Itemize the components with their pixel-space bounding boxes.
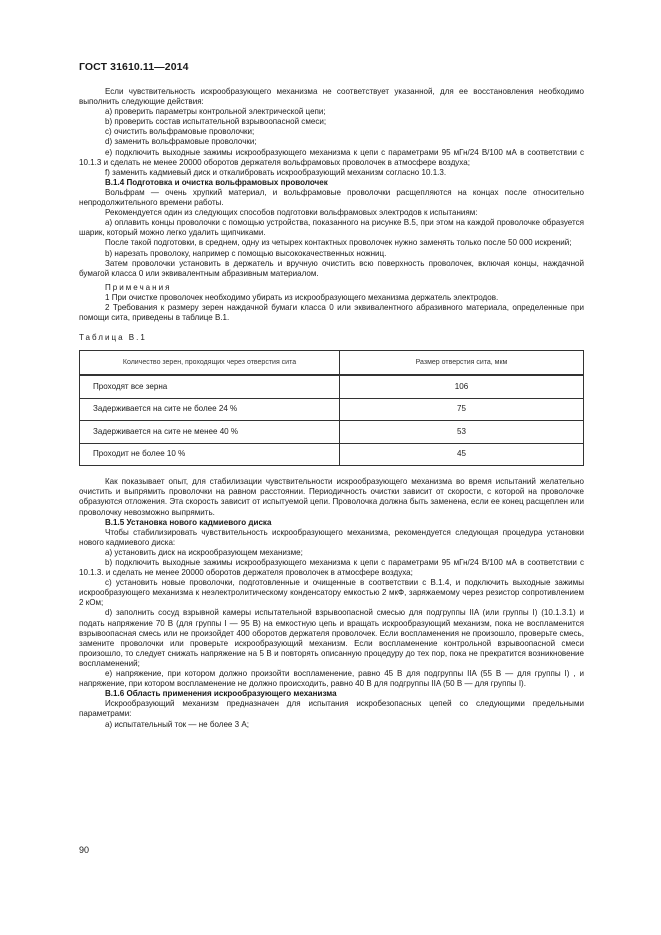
paragraph: Искрообразующий механизм предназначен для испытания искробезопасных цепей со следующими предельными параметрами:	[79, 699, 584, 719]
table-row	[80, 443, 584, 466]
sieve-table	[79, 350, 584, 466]
paragraph: Если чувствительность искрообразующего механизма не соответствует указанной, для ее восстановления необходимо выполнить следующие действия:	[79, 87, 584, 107]
list-item: a) оплавить концы проволочки с помощью устройства, показанного на рисунке В.5, при этом на каждой проволочке образуется шарик, который можно легко удалить щипчиками.	[79, 218, 584, 238]
standard-header: ГОСТ 31610.11—2014	[79, 61, 189, 73]
table-header-grain-count: Количество зерен, проходящих через отверстия сита	[80, 351, 340, 376]
list-item: d) заменить вольфрамовые проволочки;	[105, 137, 257, 147]
list-item: b) нарезать проволоку, например с помощью высококачественных ножниц.	[105, 248, 387, 258]
list-item: e) подключить выходные зажимы искрообразующего механизма к цепи с параметрами 95 мГн/24 В/100 мА в соответствии с 10.1.3 и сделать не менее 20000 оборотов держателя вольфрамовых проволочек в атмосфере воздуха;	[79, 147, 584, 167]
table-row	[80, 421, 584, 444]
list-item: a) испытательный ток — не более 3 А;	[105, 719, 249, 729]
list-item: f) заменить кадмиевый диск и откалибровать искрообразующий механизм согласно 10.1.3.	[105, 167, 447, 177]
note: 1 При очистке проволочек необходимо убирать из искрообразующего механизма держатель электродов.	[105, 292, 499, 302]
list-item: c) установить новые проволочки, подготовленные и очищенные в соответствии с В.1.4, и подключить выходные зажимы искрообразующего механизма к неэлектролитическому конденсатору емкостью 2 мкФ, заряжаемому через резистор сопротивлением 2 кОм;	[79, 578, 584, 608]
table-header-sieve-size: Размер отверстия сита, мкм	[340, 351, 584, 376]
table-cell-value: 75	[340, 398, 584, 421]
list-item: d) заполнить сосуд взрывной камеры испытательной взрывоопасной смесью для подгруппы IIA (или группы I) (10.1.3.1) и подать напряжение 70 В (для группы I — 95 В) на емкостную цепь и вращать искрообразующий механизм, пока не воспламенится взрывоопасная смесь или не произойдет 400 оборотов держателя проволочек. Если воспламенения не произошло, проверьте смесь, замените проволочки или проверьте искрообразующий механизм. Если воспламенение контрольной взрывоопасной смеси произошло, то следует снижать напряжение на 5 В и повторять описанную процедуру до тех пор, пока не прекратится возникновение воспламенений;	[79, 608, 584, 668]
page-number: 90	[79, 845, 90, 855]
table-header-row	[80, 351, 584, 376]
list-item: b) проверить состав испытательной взрывоопасной смеси;	[105, 117, 327, 127]
page-body	[79, 87, 584, 730]
table-cell-label: Задерживается на сите не более 24 %	[80, 398, 340, 421]
list-item: a) проверить параметры контрольной электрической цепи;	[105, 107, 326, 117]
table-row	[80, 398, 584, 421]
list-item: e) напряжение, при котором должно произойти воспламенение, равно 45 В для подгруппы IIA (55 В — для группы I) , и напряжение, при котором воспламенение не должно происходить, равно 40 В для подгруппы IIA (50 В — для группы I).	[79, 669, 584, 689]
paragraph: Чтобы стабилизировать чувствительность искрообразующего механизма, рекомендуется следующая процедура установки нового кадмиевого диска:	[79, 527, 584, 547]
table-title: Таблица В.1	[79, 333, 147, 343]
list-item: b) подключить выходные зажимы искрообразующего механизма к цепи с параметрами 95 мГн/24 В/100 мА в соответствии с 10.1.3. и сделать не менее 20000 оборотов держателя проволочек в атмосфере воздуха;	[79, 558, 584, 578]
table-cell-value: 45	[340, 443, 584, 466]
notes-title: Примечания	[105, 282, 172, 292]
section-heading-b16: В.1.6 Область применения искрообразующего механизма	[105, 689, 337, 699]
paragraph: Рекомендуется один из следующих способов подготовки вольфрамовых электродов к испытаниям:	[105, 208, 478, 218]
paragraph: После такой подготовки, в среднем, одну из четырех контактных проволочек нужно заменять только после 50 000 искрений;	[105, 238, 572, 248]
note: 2 Требования к размеру зерен наждачной бумаги класса 0 или эквивалентного абразивного материала, определенные при помощи сита, приведены в таблице В.1.	[79, 302, 584, 323]
section-heading-b15: В.1.5 Установка нового кадмиевого диска	[105, 517, 272, 527]
table-cell-value: 53	[340, 421, 584, 444]
table-cell-value: 106	[340, 375, 584, 398]
paragraph: Как показывает опыт, для стабилизации чувствительности искрообразующего механизма во время испытаний желательно очистить и выпрямить проволочки на равном расстоянии. Периодичность очистки зависит от скорости, с которой на проволочке образуются отложения. Эта скорость зависит от испытуемой цепи. Проволочка должна быть заменена, если ее конец расщеплен или проволочку невозможно выпрямить.	[79, 477, 584, 517]
section-heading-b14: В.1.4 Подготовка и очистка вольфрамовых проволочек	[105, 177, 328, 187]
list-item: a) установить диск на искрообразующем механизме;	[105, 547, 303, 557]
paragraph: Затем проволочки установить в держатель и вручную очистить всю поверхность проволочек, включая концы, наждачной бумагой класса 0 или эквивалентным абразивным материалом.	[79, 258, 584, 278]
list-item: c) очистить вольфрамовые проволочки;	[105, 127, 255, 137]
paragraph: Вольфрам — очень хрупкий материал, и вольфрамовые проволочки расщепляются на концах после относительно непродолжительного времени работы.	[79, 187, 584, 208]
table-cell-label: Проходит не более 10 %	[80, 443, 340, 466]
table-row	[80, 375, 584, 398]
table-cell-label: Задерживается на сите не менее 40 %	[80, 421, 340, 444]
table-cell-label: Проходят все зерна	[80, 375, 340, 398]
